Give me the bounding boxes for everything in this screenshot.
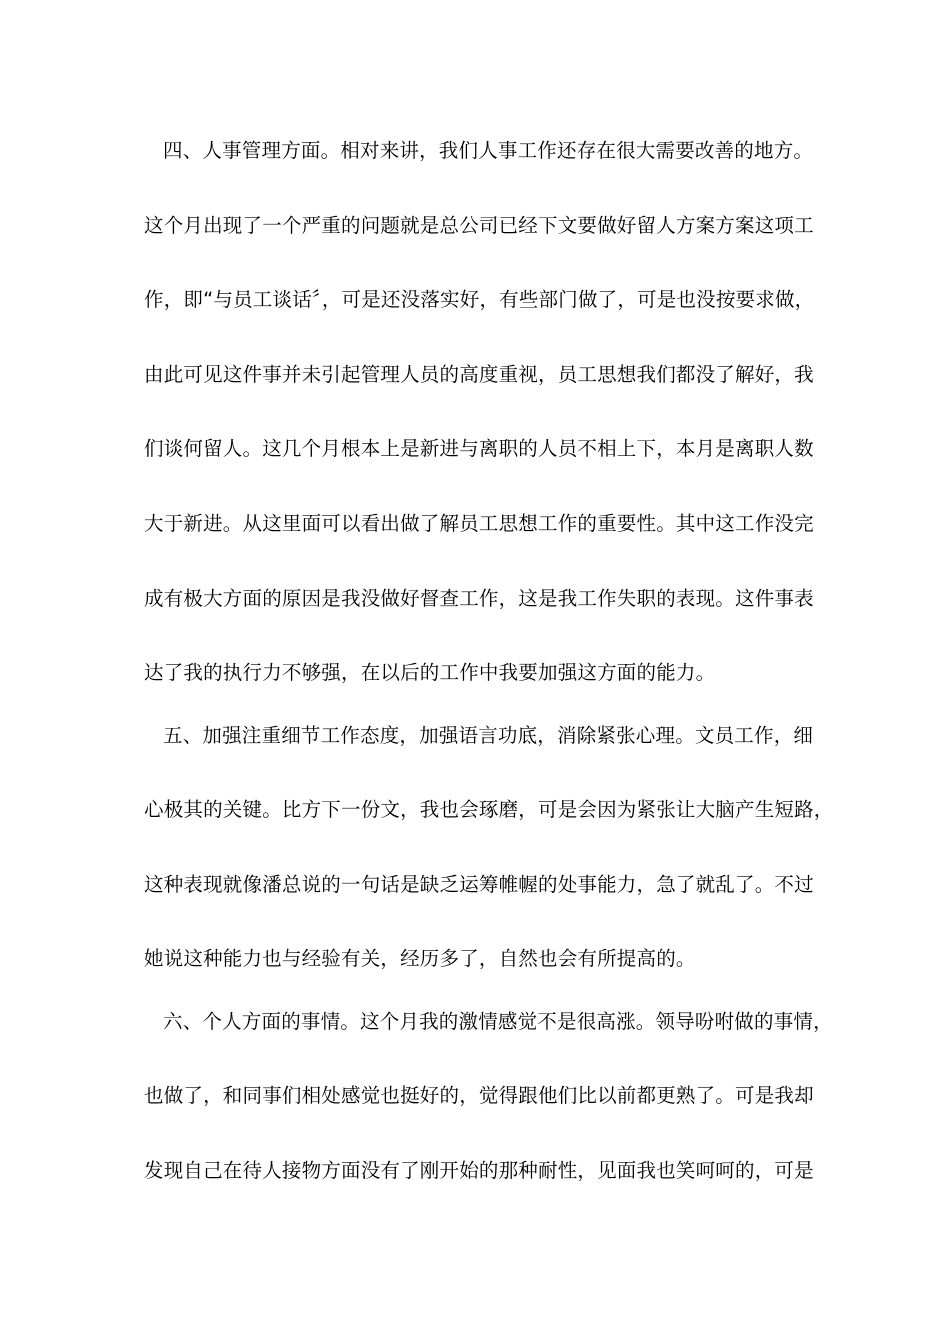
paragraph-4-line-3: 作，即“与员工谈话〞，可是还没落实好，有些部门做了，可是也没按要求做，	[144, 288, 815, 311]
paragraph-4-line-4: 由此可见这件事并未引起管理人员的高度重视，员工思想我们都没了解好，我	[144, 363, 814, 386]
paragraph-5-line-3: 这种表现就像潘总说的一句话是缺乏运筹帷幄的处事能力，急了就乱了。不过	[144, 873, 814, 896]
paragraph-5-line-2: 心极其的关键。比方下一份文，我也会琢磨，可是会因为紧张让大脑产生短路，	[144, 798, 834, 821]
paragraph-4-line-7: 成有极大方面的原因是我没做好督查工作，这是我工作失职的表现。这件事表	[144, 587, 814, 610]
paragraph-5-line-1: 五、加强注重细节工作态度，加强语言功底，消除紧张心理。文员工作，细	[163, 724, 814, 747]
paragraph-5-line-4: 她说这种能力也与经验有关，经历多了，自然也会有所提高的。	[144, 947, 696, 970]
paragraph-4-line-5: 们谈何留人。这几个月根本上是新进与离职的人员不相上下，本月是离职人数	[144, 437, 814, 460]
paragraph-4-line-2: 这个月出现了一个严重的问题就是总公司已经下文要做好留人方案方案这项工	[144, 214, 814, 237]
paragraph-6-line-1: 六、个人方面的事情。这个月我的激情感觉不是很高涨。领导吩咐做的事情，	[163, 1010, 833, 1033]
paragraph-4-line-6: 大于新进。从这里面可以看出做了解员工思想工作的重要性。其中这工作没完	[144, 512, 814, 535]
paragraph-6-line-2: 也做了，和同事们相处感觉也挺好的，觉得跟他们比以前都更熟了。可是我却	[144, 1084, 814, 1107]
paragraph-6-line-3: 发现自己在待人接物方面没有了刚开始的那种耐性，见面我也笑呵呵的，可是	[144, 1159, 814, 1182]
paragraph-4-line-8: 达了我的执行力不够强，在以后的工作中我要加强这方面的能力。	[144, 661, 716, 684]
paragraph-4-line-1: 四、人事管理方面。相对来讲，我们人事工作还存在很大需要改善的地方。	[163, 139, 814, 162]
